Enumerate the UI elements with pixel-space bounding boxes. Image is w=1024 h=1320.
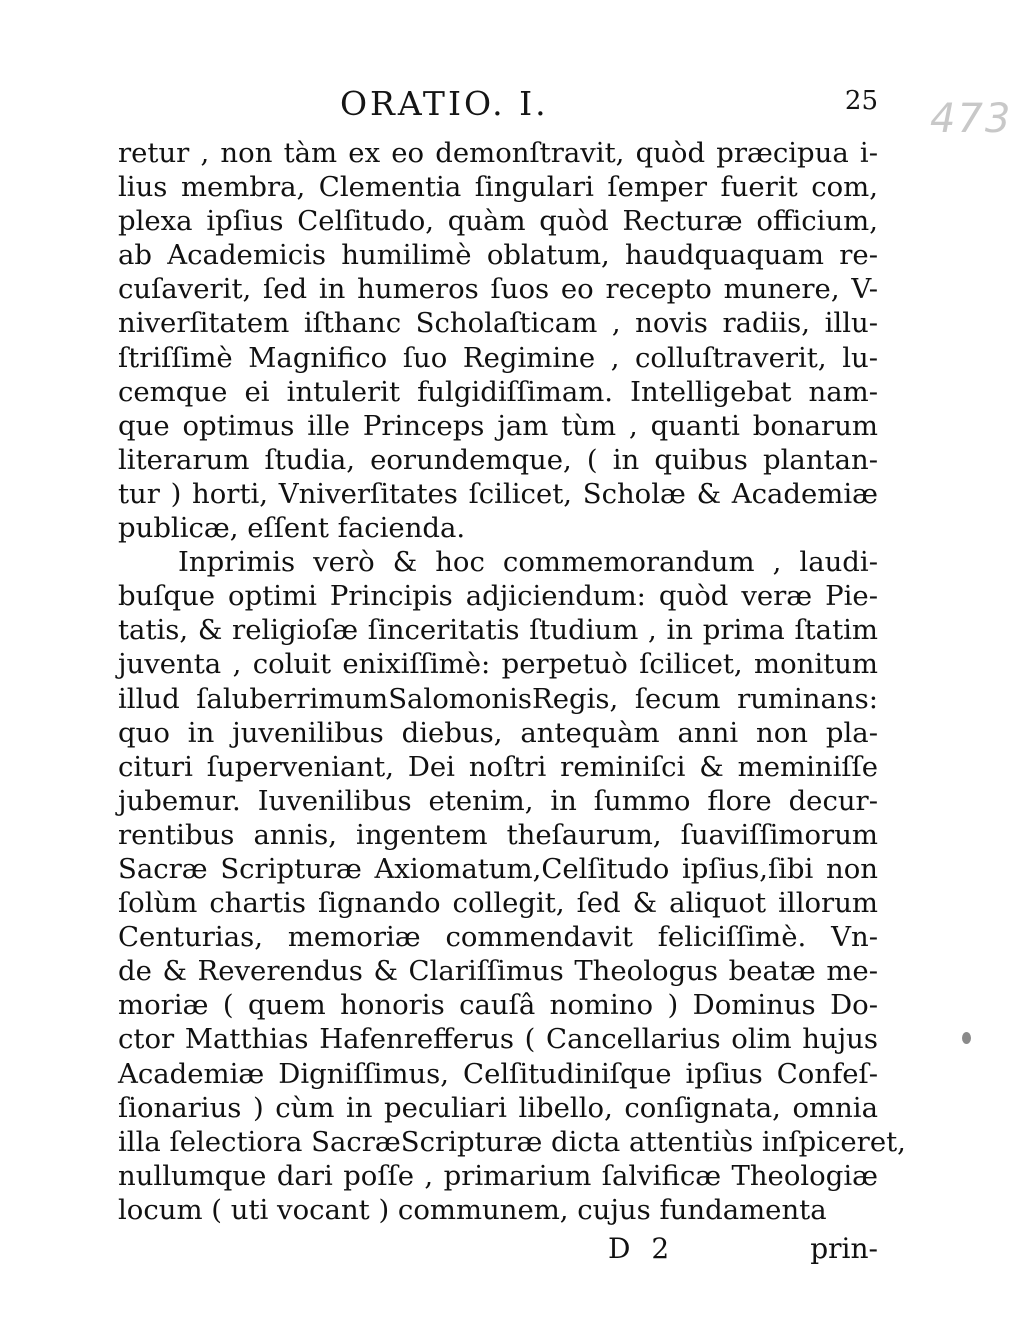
catchword: prin- <box>810 1232 878 1265</box>
page-header <box>118 84 878 124</box>
paragraph <box>118 545 906 1227</box>
text-line: juventa , coluit enixiſſimè: perpetuò ſcilicet, monitum <box>118 648 878 681</box>
signature-mark: D 2 <box>608 1232 676 1265</box>
text-line: cemque ei intulerit fulgidiſſimam. Intelligebat nam- <box>118 375 878 408</box>
text-line: Centurias, memoriæ commendavit feliciſſimè. Vn- <box>118 921 878 954</box>
text-line: Sacræ Scripturæ Axiomatum,Celſitudo ipſius,ſibi non <box>118 852 878 885</box>
text-line: jubemur. Iuvenilibus etenim, in ſummo flore decur- <box>118 784 878 817</box>
page-footer <box>118 1232 878 1272</box>
text-line: lius membra, Clementia ſingulari ſemper fuerit com, <box>118 171 878 204</box>
margin-pencil-note: 473 <box>930 96 1013 142</box>
paragraph <box>118 136 878 545</box>
text-line: que optimus ille Princeps jam tùm , quanti bonarum <box>118 409 878 442</box>
text-line: ab Academicis humilimè oblatum, haudquaquam re- <box>118 239 878 272</box>
body-text <box>118 136 906 1227</box>
text-line: ſionarius ) cùm in peculiari libello, conſignata, omnia <box>118 1091 878 1124</box>
text-line: de & Reverendus & Clariſſimus Theologus beatæ me- <box>118 955 878 988</box>
text-line: moriæ ( quem honoris cauſâ nomino ) Dominus Do- <box>118 989 878 1022</box>
text-line: cuſaverit, ſed in humeros ſuos eo recepto munere, V- <box>118 273 878 306</box>
text-line: cituri ſuperveniant, Dei noſtri reminiſci & meminiſſe <box>118 750 878 783</box>
text-line: rentibus annis, ingentem theſaurum, ſuaviſſimorum <box>118 818 878 851</box>
text-line: publicæ, eſſent facienda. <box>118 512 466 545</box>
text-line: buſque optimi Principis adjiciendum: quòd veræ Pie- <box>118 580 878 613</box>
text-line: tur ) horti, Vniverſitates ſcilicet, Scholæ & Academiæ <box>118 477 878 510</box>
text-line: Academiæ Digniſſimus, Celſitudiniſque ipſius Confeſ- <box>118 1057 878 1090</box>
text-line: quo in juvenilibus diebus, antequàm anni non pla- <box>118 716 878 749</box>
text-line: Inprimis verò & hoc commemorandum , laudi- <box>178 546 878 579</box>
ink-stain <box>962 1032 971 1044</box>
text-line: ſolùm chartis ſignando collegit, ſed & aliquot illorum <box>118 887 878 920</box>
text-line: nullumque dari poſſe , primarium ſalvificæ Theologiæ <box>118 1159 878 1192</box>
text-line: plexa ipſius Celſitudo, quàm quòd Recturæ officium, <box>118 205 878 238</box>
text-line: illa ſelectiora SacræScripturæ dicta attentiùs inſpiceret, <box>118 1125 906 1158</box>
text-line: ſtriſſimè Magnifico ſuo Regimine , colluſtraverit, lu- <box>118 341 878 374</box>
text-line: illud ſaluberrimumSalomonisRegis, ſecum ruminans: <box>118 682 878 715</box>
text-line: retur , non tàm ex eo demonſtravit, quòd præcipua i- <box>118 137 878 169</box>
page-number: 25 <box>844 86 878 116</box>
text-line: locum ( uti vocant ) communem, cujus fundamenta <box>118 1193 827 1226</box>
text-line: ctor Matthias Hafenrefferus ( Cancellarius olim hujus <box>118 1023 878 1056</box>
text-line: tatis, & religioſæ ſinceritatis ſtudium , in prima ſtatim <box>118 614 878 647</box>
running-title: ORATIO. I. <box>340 84 549 123</box>
text-line: niverſitatem iſthanc Scholaſticam , novis radiis, illu- <box>118 307 878 340</box>
text-line: literarum ſtudia, eorundemque, ( in quibus plantan- <box>118 443 878 476</box>
